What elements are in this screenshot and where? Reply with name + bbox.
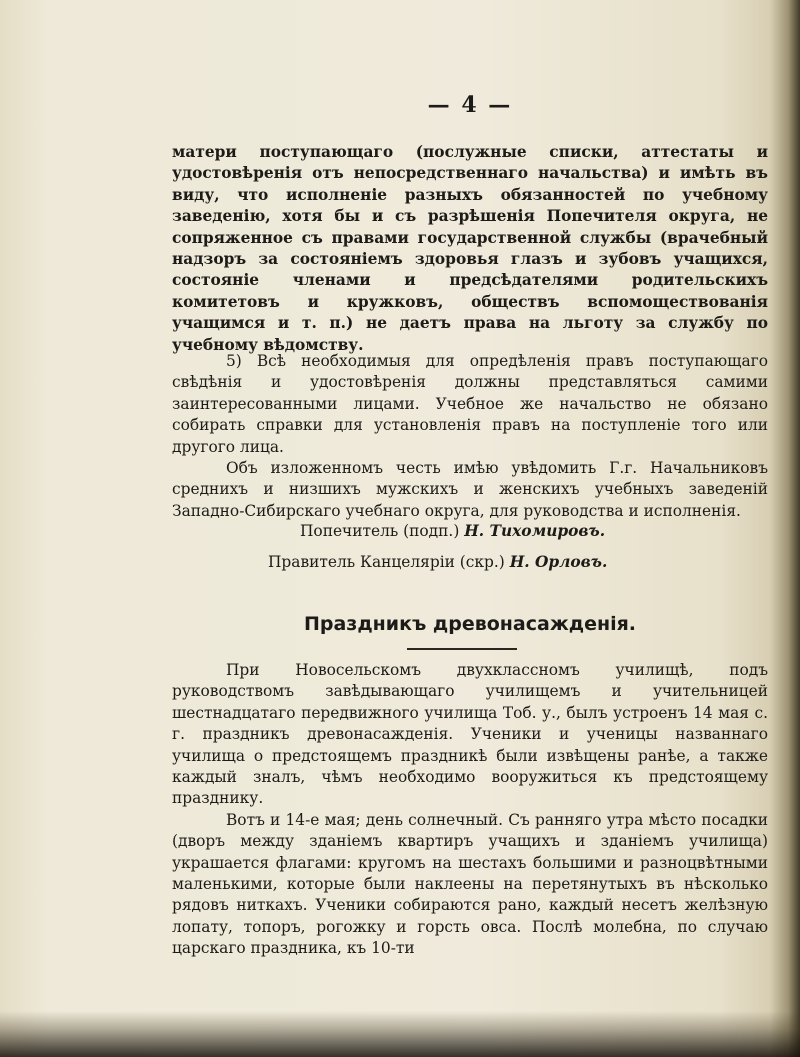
signature-role: Попечитель (подп.) <box>300 522 460 540</box>
paragraph-point-5: 5) Всѣ необходимыя для опредѣленія правъ поступающаго свѣдѣнія и удостовѣренія должны представляться самими заинтересованными лицами. Учебное же начальство не обязано собирать справки для установленія правъ на поступленіе того или другого лица. <box>172 352 768 456</box>
continued-paragraph <box>172 142 768 356</box>
decree-paragraphs <box>172 351 768 522</box>
signature-name: Н. Орловъ. <box>509 553 608 571</box>
title-divider <box>407 648 517 650</box>
paragraph: Вотъ и 14-е мая; день солнечный. Съ ранняго утра мѣсто посадки (дворъ между зданіемъ квартиръ учащихъ и зданіемъ училища) украшается флагами: кругомъ на шестахъ большими и разноцвѣтными маленькими, которые были наклеены на перетянутыхъ въ нѣсколько рядовъ ниткахъ. Ученики собираются рано, каждый несетъ желѣзную лопату, топоръ, рогожку и горсть овса. Послѣ молебна, по случаю царскаго праздника, къ 10-ти <box>172 810 768 958</box>
signature-chancellery <box>268 553 607 571</box>
page-number: — 4 — <box>427 92 513 118</box>
paragraph-notification: Объ изложенномъ честь имѣю увѣдомить Г.г. Начальниковъ среднихъ и низшихъ мужскихъ и женскихъ учебныхъ заведеній Западно-Сибирскаго учебнаго округа, для руководства и исполненія. <box>172 459 768 520</box>
signature-role: Правитель Канцеляріи (скр.) <box>268 553 505 571</box>
paragraph: При Новосельскомъ двухклассномъ училищѣ, подъ руководствомъ завѣдывающаго училищемъ и учительницей шестнадцатаго передвижного училища Тоб. у., былъ устроенъ 14 мая с. г. праздникъ древонасажденія. Ученики и ученицы названнаго училища о предстоящемъ праздникѣ были извѣщены ранѣе, а также каждый зналъ, чѣмъ необходимо вооружиться къ предстоящему празднику. <box>172 661 768 808</box>
signature-trustee <box>300 522 605 540</box>
paragraph: матери поступающаго (послужные списки, аттестаты и удостовѣренія отъ непосредственнаго начальства) и имѣть въ виду, что исполненіе разныхъ обязанностей по учебному заведенію, хотя бы и съ разрѣшенія Попечителя округа, не сопряженное съ правами государственной службы (врачебный надзоръ за состояніемъ здоровья глазъ и зубовъ учащихся, состояніе членами и предсѣдателями родительскихъ комитетовъ и кружковъ, обществъ вспомоществованія учащимся и т. п.) не даетъ права на льготу за службу по учебному вѣдомству. <box>172 143 768 354</box>
signature-name: Н. Тихомировъ. <box>464 522 606 540</box>
festival-article <box>172 660 768 960</box>
page-edge-shadow <box>770 0 800 1057</box>
section-title: Праздникъ древонасажденія. <box>303 613 637 635</box>
page-bottom-shadow <box>0 1011 800 1057</box>
